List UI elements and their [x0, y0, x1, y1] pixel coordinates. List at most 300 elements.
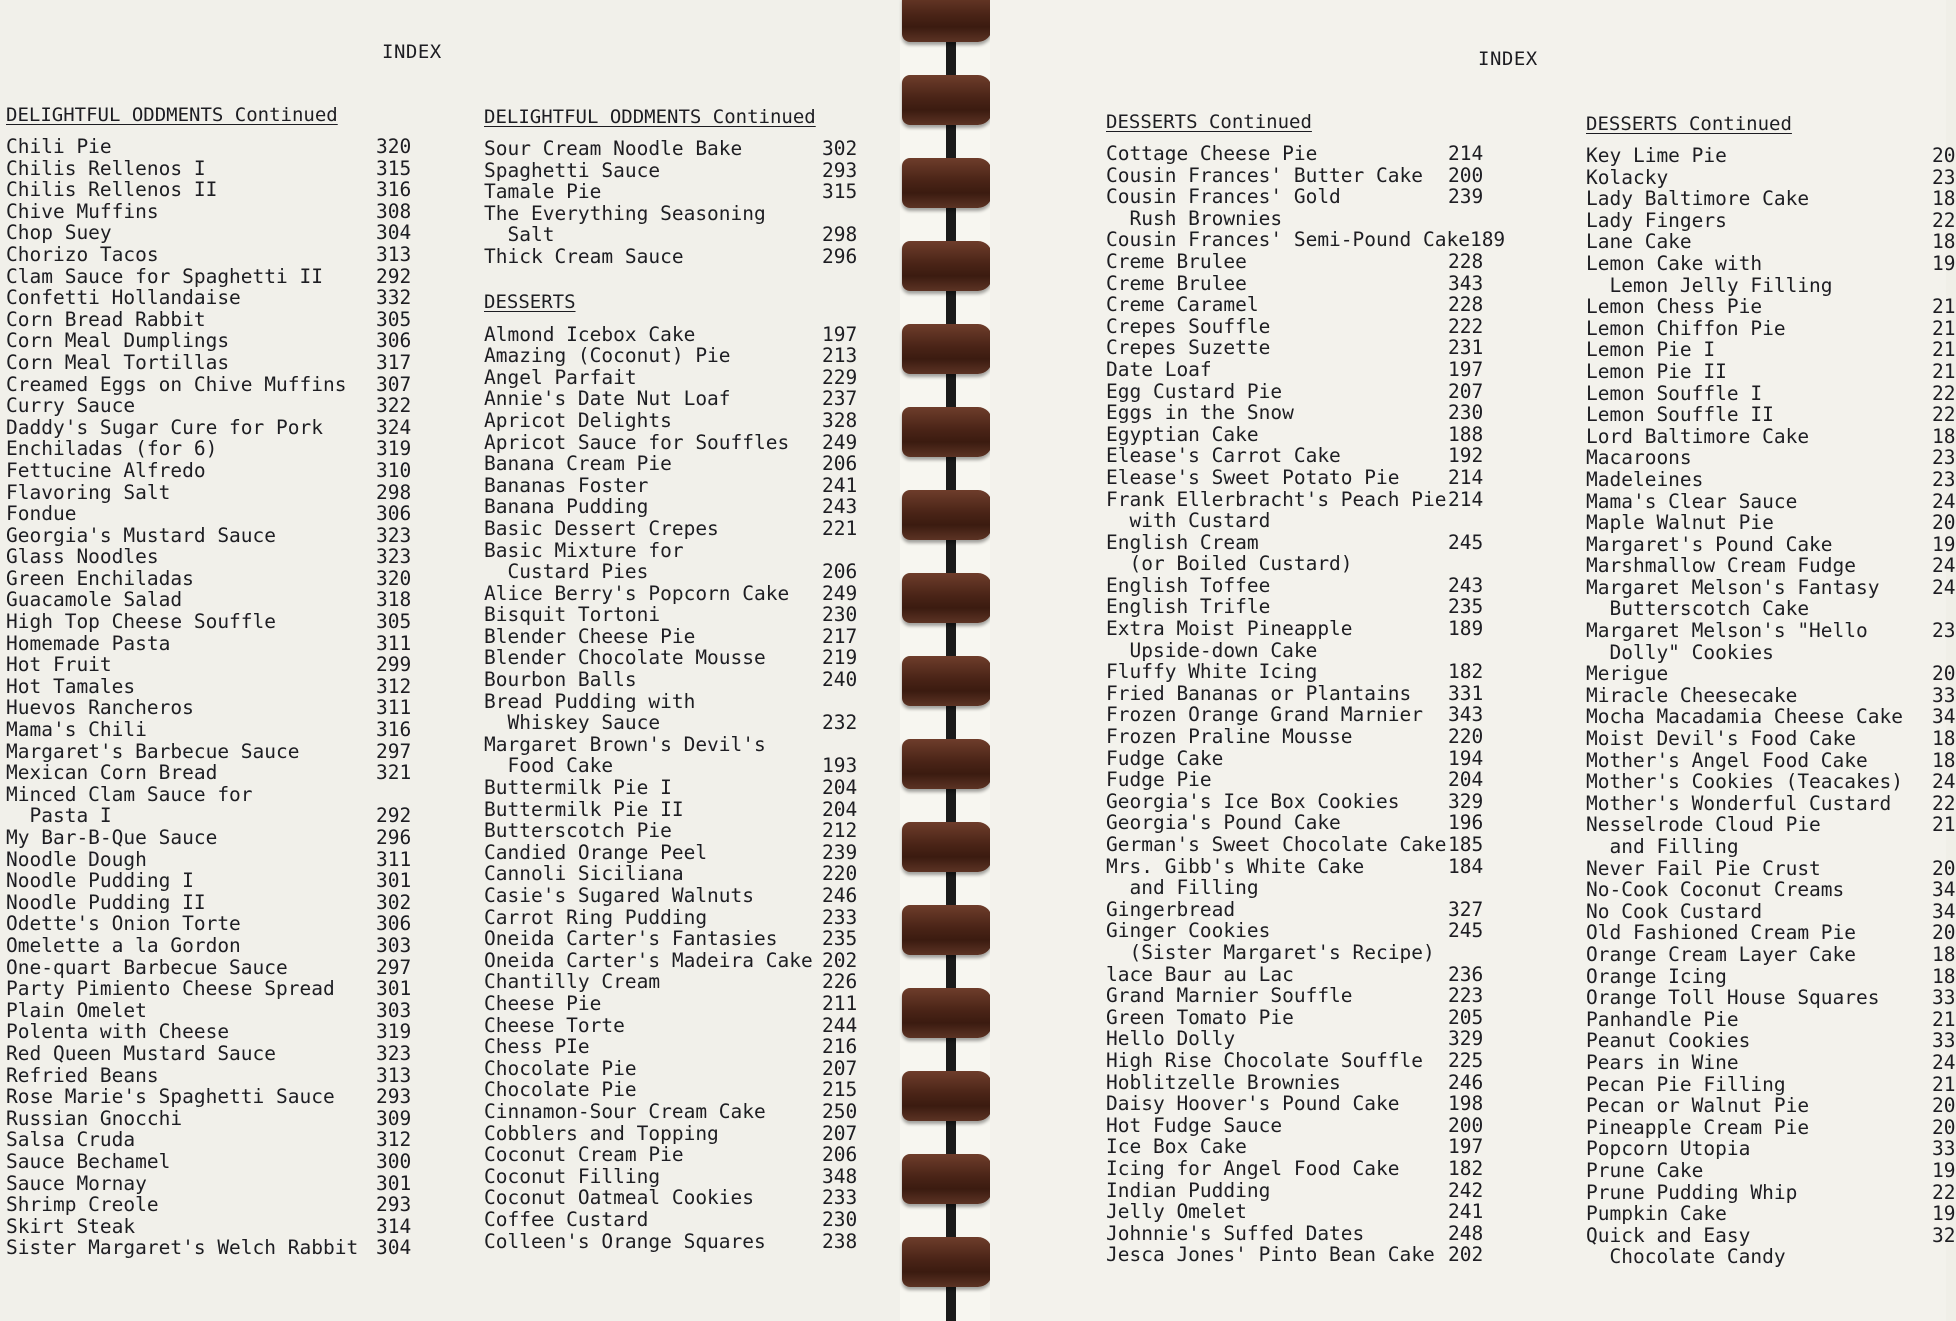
- entry-list: [6, 136, 414, 1259]
- index-entry: [1106, 1115, 1486, 1137]
- entry-title: Popcorn Utopia: [1586, 1137, 1751, 1161]
- entry-page-number: [822, 734, 856, 756]
- index-entry: [6, 1043, 414, 1065]
- entry-page-number: 241: [1448, 1200, 1484, 1224]
- entry-page-number: [1448, 208, 1486, 230]
- index-entry: [1586, 966, 1956, 988]
- entry-page-number: 235: [1448, 595, 1484, 619]
- index-entry: [1106, 186, 1486, 208]
- index-entry: [484, 777, 856, 799]
- section-heading: DELIGHTFUL ODDMENTS Continued: [484, 106, 816, 128]
- entry-title: Lemon Cake with: [1586, 251, 1763, 275]
- index-entry: [1106, 920, 1486, 942]
- entry-title: Mother's Angel Food Cake: [1586, 748, 1868, 772]
- index-entry: [1106, 381, 1486, 403]
- entry-title: Cousin Frances' Semi-Pound Cake: [1106, 228, 1470, 252]
- entry-page-number: 237: [822, 387, 858, 411]
- entry-title: Margaret's Barbecue Sauce: [6, 739, 300, 763]
- index-entry: [1106, 251, 1486, 273]
- entry-title: Old Fashioned Cream Pie: [1586, 921, 1857, 945]
- entry-title: Date Loaf: [1106, 357, 1212, 381]
- entry-title: Huevos Rancheros: [6, 696, 194, 720]
- entry-page-number: 214: [1448, 142, 1484, 165]
- index-entry: [484, 1231, 856, 1253]
- entry-title: Amazing (Coconut) Pie: [484, 344, 731, 368]
- entry-page-number: 184: [1448, 854, 1484, 878]
- entry-page-number: 303: [376, 998, 412, 1022]
- index-entry: [484, 799, 856, 821]
- entry-page-number: 319: [376, 437, 412, 461]
- entry-page-number: 298: [822, 223, 858, 247]
- entry-title: and Filling: [1586, 835, 1739, 858]
- entry-page-number: 301: [376, 977, 412, 1001]
- entry-title: Elease's Sweet Potato Pie: [1106, 465, 1400, 489]
- entry-page-number: 211: [822, 991, 858, 1015]
- entry-title: Macaroons: [1586, 446, 1692, 470]
- entry-page-number: [1932, 642, 1956, 664]
- entry-title: Chocolate Pie: [484, 1056, 637, 1080]
- entry-title: Omelette a la Gordon: [6, 933, 241, 957]
- index-entry: [1106, 1244, 1486, 1266]
- entry-title: Crepes Suzette: [1106, 336, 1271, 360]
- entry-title: Corn Bread Rabbit: [6, 307, 206, 331]
- entry-page-number: 204: [822, 797, 858, 821]
- index-entry: [1106, 1201, 1486, 1223]
- index-entry: [6, 525, 414, 547]
- entry-page-number: 19: [1932, 532, 1956, 556]
- entry-page-number: 293: [376, 1193, 412, 1217]
- index-entry: [1586, 577, 1956, 599]
- entry-title: Mother's Wonderful Custard: [1586, 791, 1892, 815]
- index-entry: [1106, 726, 1486, 748]
- entry-page-number: 323: [376, 523, 412, 547]
- entry-title: Fettucine Alfredo: [6, 458, 206, 482]
- entry-page-number: 182: [1448, 660, 1484, 684]
- entry-title: and Filling: [1106, 876, 1259, 900]
- index-entry: [484, 540, 856, 562]
- entry-title: Lemon Chess Pie: [1586, 295, 1763, 319]
- index-entry: [484, 367, 856, 389]
- entry-title: Frozen Praline Mousse: [1106, 725, 1353, 749]
- index-entry: [1106, 337, 1486, 359]
- entry-page-number: [1448, 640, 1486, 662]
- entry-page-number: 299: [376, 653, 412, 677]
- entry-title: Jesca Jones' Pinto Bean Cake: [1106, 1243, 1435, 1267]
- index-entry: [1586, 598, 1956, 620]
- entry-title: English Cream: [1106, 530, 1259, 554]
- right-column-desserts: [1586, 112, 1956, 1268]
- entry-title: Noodle Pudding II: [6, 890, 206, 914]
- entry-title: No Cook Custard: [1586, 899, 1763, 923]
- entry-page-number: 230: [822, 1207, 858, 1231]
- entry-title: Pasta I: [6, 804, 112, 828]
- entry-page-number: 20: [1932, 1094, 1956, 1118]
- page-title: INDEX: [1478, 48, 1538, 70]
- index-entry: [484, 224, 856, 246]
- entry-page-number: 20: [1932, 511, 1956, 535]
- entry-title: Georgia's Mustard Sauce: [6, 523, 277, 547]
- index-entry: [484, 496, 856, 518]
- entry-page-number: 322: [376, 394, 412, 418]
- entry-title: Plain Omelet: [6, 998, 147, 1022]
- entry-title: Tamale Pie: [484, 180, 602, 204]
- entry-title: Crepes Souffle: [1106, 314, 1271, 338]
- entry-list: [484, 138, 856, 268]
- entry-page-number: 308: [376, 199, 412, 223]
- entry-title: Odette's Onion Torte: [6, 912, 241, 936]
- entry-page-number: 232: [822, 711, 858, 735]
- entry-page-number: 207: [822, 1121, 858, 1145]
- entry-page-number: 194: [1448, 746, 1484, 770]
- entry-title: Confetti Hollandaise: [6, 286, 241, 310]
- entry-page-number: 23: [1932, 467, 1956, 491]
- entry-title: Chocolate Candy: [1586, 1245, 1786, 1269]
- entry-title: Bananas Foster: [484, 473, 649, 497]
- entry-page-number: 329: [1448, 789, 1484, 813]
- entry-title: Cousin Frances' Butter Cake: [1106, 163, 1423, 187]
- entry-page-number: 202: [1448, 1243, 1484, 1267]
- entry-page-number: 229: [822, 365, 858, 389]
- index-entry: [1106, 273, 1486, 295]
- entry-page-number: 206: [822, 452, 858, 476]
- entry-title: English Trifle: [1106, 595, 1271, 619]
- index-entry: [6, 784, 414, 806]
- entry-page-number: 297: [376, 955, 412, 979]
- entry-title: Marshmallow Cream Fudge: [1586, 554, 1857, 578]
- index-entry: [484, 971, 856, 993]
- entry-page-number: 314: [376, 1214, 412, 1238]
- entry-page-number: 230: [822, 603, 858, 627]
- index-entry: [484, 160, 856, 182]
- entry-title: High Rise Chocolate Souffle: [1106, 1048, 1423, 1072]
- index-entry: [1586, 620, 1956, 642]
- entry-title: lace Baur au Lac: [1106, 962, 1294, 986]
- entry-title: Nesselrode Cloud Pie: [1586, 813, 1821, 837]
- index-entry: [1586, 814, 1956, 836]
- left-column-oddments: [6, 103, 414, 1259]
- index-entry: [1586, 1138, 1956, 1160]
- entry-page-number: 23: [1932, 165, 1956, 189]
- section-heading: DESSERTS Continued: [1586, 113, 1792, 135]
- entry-page-number: 189: [1469, 228, 1506, 252]
- entry-title: Maple Walnut Pie: [1586, 511, 1774, 535]
- entry-title: Mama's Clear Sauce: [1586, 489, 1798, 513]
- entry-title: Almond Icebox Cake: [484, 322, 696, 346]
- entry-title: Egg Custard Pie: [1106, 379, 1283, 403]
- entry-page-number: 185: [1448, 833, 1484, 856]
- index-entry: [1586, 469, 1956, 491]
- entry-title: Rush Brownies: [1106, 206, 1283, 230]
- entry-title: Chili Pie: [6, 135, 112, 158]
- entry-page-number: 20: [1932, 662, 1956, 686]
- entry-list: [1106, 142, 1506, 1267]
- index-entry: [1106, 445, 1486, 467]
- index-entry: [6, 482, 414, 504]
- entry-page-number: 235: [822, 927, 858, 951]
- entry-page-number: 18: [1932, 748, 1956, 772]
- entry-page-number: 222: [1448, 314, 1484, 338]
- index-entry: [1586, 944, 1956, 966]
- entry-page-number: 225: [1448, 1048, 1484, 1072]
- entry-title: Hello Dolly: [1106, 1027, 1236, 1051]
- spiral-ring: [902, 490, 992, 540]
- entry-page-number: [1932, 598, 1956, 620]
- entry-title: Sour Cream Noodle Bake: [484, 137, 743, 160]
- entry-page-number: 332: [376, 286, 412, 310]
- entry-title: Margaret's Pound Cake: [1586, 532, 1833, 556]
- section-heading-desserts: DESSERTS: [484, 290, 576, 313]
- entry-page-number: [1932, 836, 1956, 858]
- entry-page-number: 21: [1932, 359, 1956, 383]
- entry-title: Sauce Bechamel: [6, 1149, 171, 1173]
- index-entry: [1586, 1095, 1956, 1117]
- index-entry: [1106, 964, 1486, 986]
- entry-title: Gingerbread: [1106, 897, 1236, 921]
- spiral-ring: [902, 0, 992, 42]
- index-entry: [1106, 1223, 1486, 1245]
- index-entry: [6, 1065, 414, 1087]
- index-entry: [484, 1187, 856, 1209]
- entry-page-number: 323: [376, 1041, 412, 1065]
- entry-page-number: 196: [1448, 811, 1484, 835]
- entry-title: Refried Beans: [6, 1063, 159, 1087]
- index-entry: [484, 647, 856, 669]
- entry-page-number: 22: [1932, 403, 1956, 427]
- entry-page-number: 343: [1448, 703, 1484, 727]
- entry-title: Creme Brulee: [1106, 249, 1247, 273]
- index-entry: [1586, 771, 1956, 793]
- entry-title: Indian Pudding: [1106, 1178, 1271, 1202]
- index-entry: [484, 203, 856, 225]
- entry-page-number: 321: [376, 761, 412, 785]
- index-entry: [6, 892, 414, 914]
- index-entry: [1586, 750, 1956, 772]
- index-entry: [484, 1015, 856, 1037]
- entry-title: Salt: [484, 223, 555, 247]
- entry-page-number: 298: [376, 480, 412, 504]
- entry-title: Apricot Delights: [484, 408, 672, 432]
- spiral-ring: [902, 656, 992, 706]
- index-entry: [6, 1086, 414, 1108]
- right-column-oddments-desserts: [484, 105, 856, 1252]
- entry-title: Curry Sauce: [6, 394, 136, 418]
- entry-title: Merigue: [1586, 662, 1669, 686]
- index-entry: [6, 1021, 414, 1043]
- index-entry: [6, 1151, 414, 1173]
- entry-title: The Everything Seasoning: [484, 201, 766, 225]
- entry-page-number: [1932, 275, 1956, 297]
- entry-title: Orange Icing: [1586, 964, 1727, 988]
- entry-page-number: 200: [1448, 163, 1484, 187]
- entry-title: Oneida Carter's Madeira Cake: [484, 948, 813, 972]
- entry-title: Glass Noodles: [6, 545, 159, 569]
- entry-title: Cottage Cheese Pie: [1106, 142, 1318, 165]
- entry-title: Extra Moist Pineapple: [1106, 617, 1353, 641]
- entry-title: Never Fail Pie Crust: [1586, 856, 1821, 880]
- index-entry: [1106, 1072, 1486, 1094]
- index-entry: [484, 993, 856, 1015]
- index-entry: [1106, 359, 1486, 381]
- entry-page-number: 311: [376, 631, 412, 655]
- index-entry: [484, 518, 856, 540]
- entry-page-number: 305: [376, 307, 412, 331]
- index-entry: [6, 503, 414, 525]
- entry-page-number: 311: [376, 847, 412, 871]
- entry-page-number: 306: [376, 329, 412, 353]
- index-entry: [1586, 1182, 1956, 1204]
- entry-title: Icing for Angel Food Cake: [1106, 1156, 1400, 1180]
- entry-page-number: 230: [1448, 401, 1484, 425]
- index-entry: [484, 755, 856, 777]
- index-entry: [1586, 793, 1956, 815]
- entry-page-number: 316: [376, 178, 412, 202]
- index-entry: [484, 604, 856, 626]
- entry-page-number: 32: [1932, 1223, 1956, 1247]
- left-page: [0, 0, 900, 1321]
- entry-page-number: 33: [1932, 986, 1956, 1010]
- index-entry: [484, 453, 856, 475]
- entry-title: Daddy's Sugar Cure for Pork: [6, 415, 323, 439]
- index-entry: [1106, 704, 1486, 726]
- entry-page-number: 240: [822, 668, 858, 692]
- entry-title: Enchiladas (for 6): [6, 437, 218, 461]
- index-entry: [1106, 596, 1486, 618]
- index-entry: [1106, 294, 1486, 316]
- index-entry: [1106, 510, 1486, 532]
- spiral-ring: [902, 739, 992, 789]
- entry-page-number: 204: [1448, 768, 1484, 792]
- entry-page-number: 296: [822, 244, 858, 268]
- right-page: [990, 0, 1956, 1321]
- entry-title: Lord Baltimore Cake: [1586, 424, 1810, 448]
- index-entry: [484, 475, 856, 497]
- index-entry: [484, 734, 856, 756]
- index-entry: [6, 1237, 414, 1259]
- entry-title: Pecan or Walnut Pie: [1586, 1094, 1810, 1118]
- index-entry: [484, 324, 856, 346]
- index-entry: [1106, 1180, 1486, 1202]
- index-entry: [1106, 834, 1486, 856]
- entry-page-number: 204: [822, 776, 858, 800]
- entry-title: Chop Suey: [6, 221, 112, 245]
- entry-title: Key Lime Pie: [1586, 144, 1727, 167]
- index-entry: [1106, 489, 1486, 511]
- entry-page-number: 22: [1932, 381, 1956, 405]
- index-entry: [484, 561, 856, 583]
- entry-title: Margaret Melson's Fantasy: [1586, 575, 1880, 599]
- entry-page-number: 238: [822, 1229, 858, 1253]
- index-entry: [1586, 1117, 1956, 1139]
- entry-title: Elease's Carrot Cake: [1106, 444, 1341, 468]
- index-entry: [484, 583, 856, 605]
- index-entry: [484, 1079, 856, 1101]
- entry-page-number: 197: [1448, 357, 1484, 381]
- index-entry: [484, 626, 856, 648]
- index-entry: [1586, 383, 1956, 405]
- entry-title: Prune Cake: [1586, 1158, 1704, 1182]
- entry-page-number: 189: [1448, 617, 1484, 641]
- entry-page-number: 33: [1932, 1137, 1956, 1161]
- index-entry: [6, 978, 414, 1000]
- index-entry: [1586, 1246, 1956, 1268]
- entry-title: Moist Devil's Food Cake: [1586, 727, 1857, 751]
- spiral-ring: [902, 75, 992, 125]
- entry-title: Fluffy White Icing: [1106, 660, 1318, 684]
- index-entry: [6, 870, 414, 892]
- index-entry: [1586, 491, 1956, 513]
- entry-title: Colleen's Orange Squares: [484, 1229, 766, 1253]
- entry-title: Kolacky: [1586, 165, 1669, 189]
- entry-page-number: 19: [1932, 251, 1956, 275]
- entry-title: Coconut Filling: [484, 1164, 661, 1188]
- entry-page-number: 18: [1932, 942, 1956, 966]
- entry-page-number: 236: [1448, 962, 1484, 986]
- index-entry: [1586, 685, 1956, 707]
- entry-title: No-Cook Coconut Creams: [1586, 878, 1845, 902]
- entry-page-number: 188: [1448, 422, 1484, 446]
- entry-title: Salsa Cruda: [6, 1128, 136, 1152]
- entry-title: My Bar-B-Que Sauce: [6, 826, 218, 849]
- entry-page-number: 311: [376, 696, 412, 720]
- index-entry: [6, 719, 414, 741]
- index-entry: [6, 697, 414, 719]
- index-entry: [1106, 208, 1486, 230]
- index-entry: [1586, 1225, 1956, 1247]
- entry-page-number: [822, 691, 856, 713]
- entry-page-number: 228: [1448, 249, 1484, 273]
- index-entry: [484, 1101, 856, 1123]
- index-entry: [6, 1108, 414, 1130]
- index-entry: [6, 158, 414, 180]
- index-entry: [1586, 231, 1956, 253]
- index-entry: [6, 805, 414, 827]
- entry-title: Rose Marie's Spaghetti Sauce: [6, 1085, 335, 1109]
- spiral-ring: [902, 1071, 992, 1121]
- index-entry: [1586, 1074, 1956, 1096]
- entry-page-number: 223: [1448, 984, 1484, 1008]
- entry-title: Bread Pudding with: [484, 689, 696, 713]
- index-entry: [6, 935, 414, 957]
- entry-page-number: 233: [822, 1186, 858, 1210]
- index-entry: [484, 410, 856, 432]
- entry-title: Buttermilk Pie II: [484, 797, 684, 821]
- index-entry: [484, 1123, 856, 1145]
- entry-page-number: 219: [822, 646, 858, 670]
- entry-page-number: [1932, 1246, 1956, 1268]
- entry-title: Daisy Hoover's Pound Cake: [1106, 1092, 1400, 1116]
- entry-title: Pumpkin Cake: [1586, 1202, 1727, 1226]
- index-entry: [1586, 1052, 1956, 1074]
- index-entry: [6, 568, 414, 590]
- index-entry: [1586, 706, 1956, 728]
- entry-title: Lane Cake: [1586, 230, 1692, 254]
- entry-page-number: 207: [1448, 379, 1484, 403]
- entry-page-number: 329: [1448, 1027, 1484, 1051]
- entry-title: Dolly" Cookies: [1586, 640, 1774, 664]
- entry-page-number: 319: [376, 1020, 412, 1044]
- index-entry: [484, 950, 856, 972]
- spiral-ring: [902, 324, 992, 374]
- entry-title: Banana Cream Pie: [484, 452, 672, 476]
- entry-page-number: 24: [1932, 1050, 1956, 1074]
- index-entry: [1106, 1136, 1486, 1158]
- entry-title: Madeleines: [1586, 467, 1704, 491]
- entry-title: Corn Meal Tortillas: [6, 350, 230, 374]
- index-entry: [6, 633, 414, 655]
- entry-page-number: 24: [1932, 770, 1956, 794]
- entry-page-number: 292: [376, 804, 412, 828]
- index-entry: [6, 957, 414, 979]
